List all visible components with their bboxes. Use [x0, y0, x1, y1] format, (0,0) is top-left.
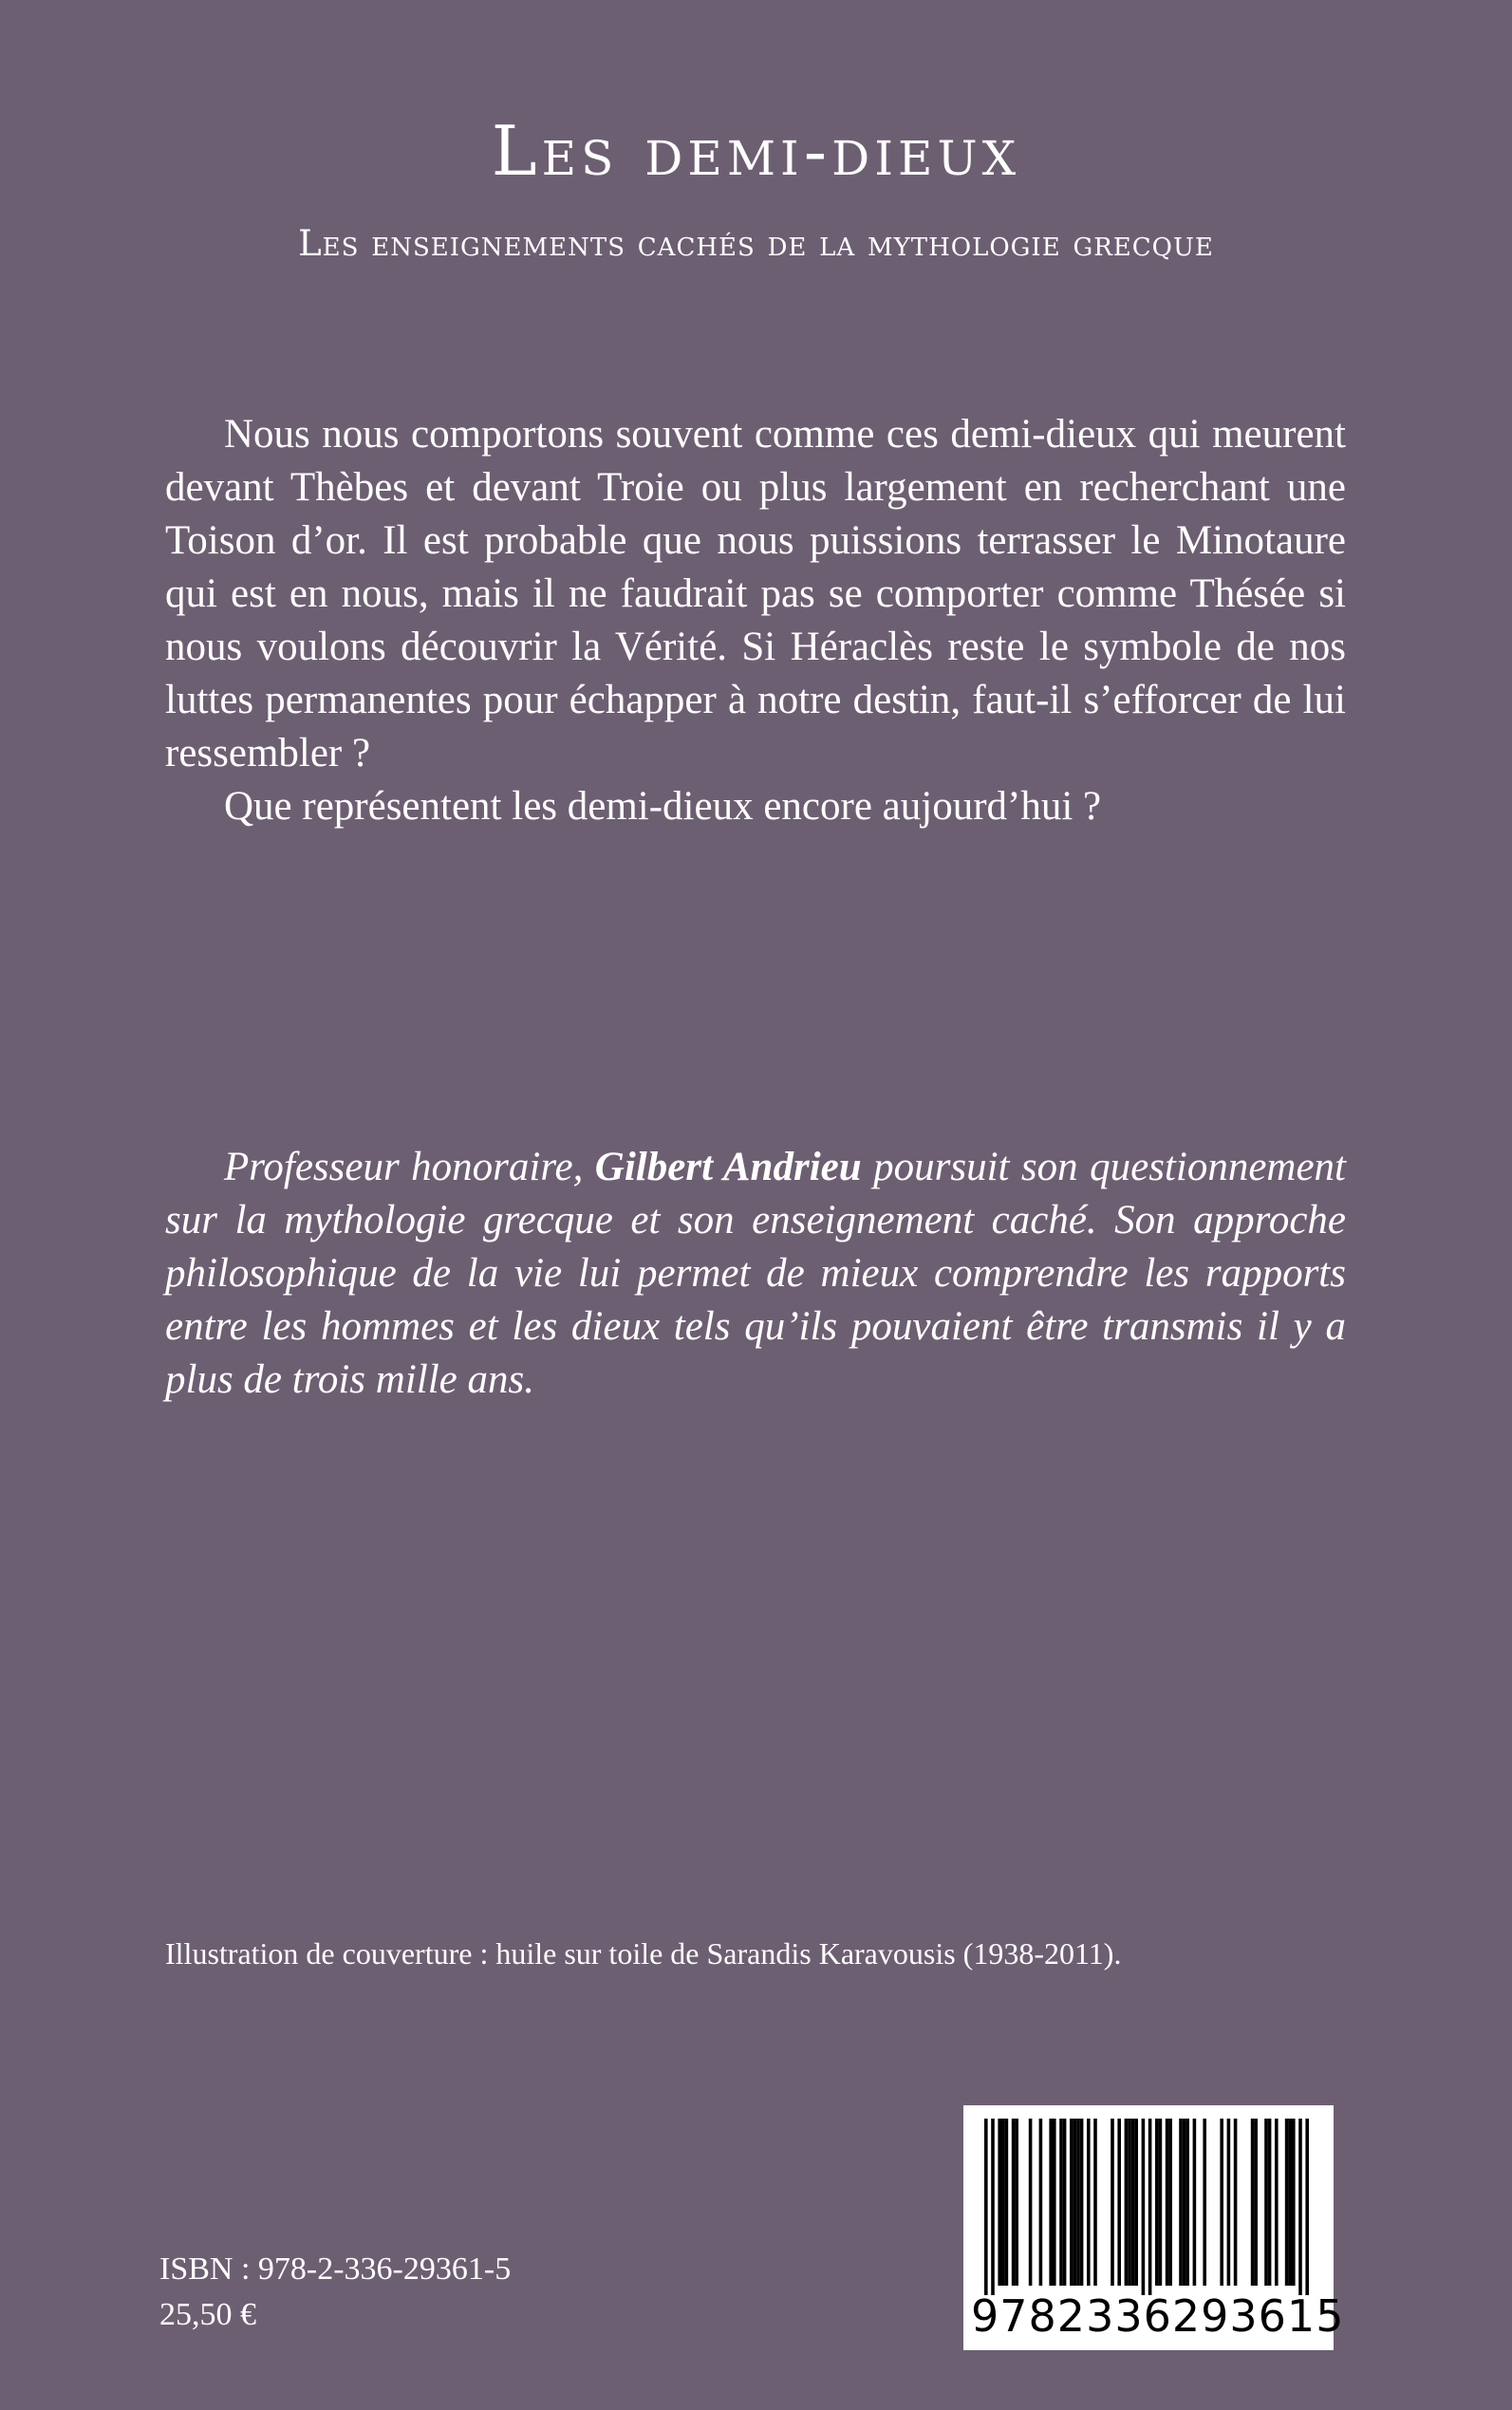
author-bio	[165, 1141, 1346, 1407]
barcode-bars	[963, 2105, 1334, 2295]
barcode-bar	[1193, 2119, 1197, 2286]
barcode-bar	[1125, 2119, 1129, 2286]
cover-illustration-credit: Illustration de couverture : huile sur toile de Sarandis Karavousis (1938-2011).	[165, 1936, 1122, 1971]
barcode-bar	[1059, 2119, 1063, 2286]
barcode-bar	[991, 2119, 995, 2295]
barcode-bar	[1159, 2119, 1163, 2286]
barcode-number: 9782336293615	[971, 2290, 1345, 2342]
author-bio-prefix: Professeur honoraire,	[224, 1145, 595, 1189]
blurb-paragraph-1: Nous nous comportons souvent comme ces demi-dieux qui meurent devant Thèbes et devant Troie ou plus largement en recherchant une Toison d’or. Il est probable que nous puissions terrasser le Minotaure qui est en nous, mais il ne faudrait pas se comporter comme Thésée si nous voulons découvrir la Vérité. Si Héraclès reste le symbole de nos luttes permanentes pour échapper à notre destin, faut-il s’efforcer de lui ressembler ?	[165, 412, 1346, 775]
barcode-bar	[1305, 2119, 1309, 2295]
barcode-bar	[1298, 2119, 1302, 2295]
barcode	[963, 2105, 1345, 2350]
barcode-bar	[1234, 2119, 1238, 2286]
barcode-bar	[1111, 2119, 1114, 2286]
back-cover-blurb	[165, 408, 1346, 833]
author-bio-text: poursuit son questionnement sur la mythologie grecque et son enseignement caché. Son approche philosophique de la vie lui permet de mieux comprendre les rapports entre les hommes et les dieux tels qu’ils pouvaient être transmis il y a plus de trois mille ans.	[165, 1145, 1346, 1402]
barcode-bar	[1029, 2119, 1033, 2286]
barcode-bar	[1251, 2119, 1255, 2286]
barcode-bar	[1288, 2119, 1292, 2286]
barcode-bar	[1275, 2119, 1279, 2286]
barcode-bar	[1142, 2119, 1146, 2295]
barcode-bar	[1039, 2119, 1043, 2286]
barcode-bar	[1131, 2119, 1135, 2286]
barcode-bar	[1087, 2119, 1091, 2286]
barcode-bar	[1012, 2119, 1016, 2286]
barcode-bar	[1073, 2119, 1077, 2286]
book-subtitle: Les enseignements cachés de la mythologie grecque	[298, 223, 1214, 264]
barcode-bar	[998, 2119, 1001, 2286]
barcode-bar	[1015, 2119, 1018, 2286]
barcode-bar	[1063, 2119, 1067, 2286]
barcode-bar	[1005, 2119, 1009, 2286]
barcode-bar	[984, 2119, 988, 2295]
barcode-bar	[1076, 2119, 1080, 2286]
barcode-bar	[1134, 2119, 1138, 2286]
price-label: 25,50 €	[159, 2297, 256, 2332]
barcode-bar	[1049, 2119, 1053, 2286]
author-name: Gilbert Andrieu	[594, 1145, 862, 1189]
barcode-bar	[1001, 2119, 1005, 2286]
barcode-bar	[1168, 2119, 1172, 2286]
blurb-paragraph-2: Que représentent les demi-dieux encore aujourd’hui ?	[224, 784, 1102, 829]
barcode-bar	[1179, 2119, 1183, 2286]
barcode-bar	[1203, 2119, 1206, 2286]
barcode-bar	[1220, 2119, 1223, 2286]
barcode-bar	[1268, 2119, 1272, 2286]
barcode-bar	[1166, 2119, 1169, 2286]
barcode-bar	[1070, 2119, 1073, 2286]
barcode-bar	[1292, 2119, 1296, 2286]
barcode-bar	[1185, 2119, 1189, 2286]
barcode-bar	[1053, 2119, 1056, 2286]
barcode-bar	[1155, 2119, 1159, 2286]
barcode-bar	[1254, 2119, 1258, 2286]
book-title: Les demi-dieux	[491, 111, 1021, 191]
barcode-bar	[1093, 2119, 1097, 2286]
barcode-bar	[1128, 2119, 1131, 2286]
barcode-bar	[1080, 2119, 1084, 2286]
isbn-label: ISBN : 978-2-336-29361-5	[159, 2251, 512, 2287]
barcode-bar	[1183, 2119, 1186, 2286]
barcode-bar	[1285, 2119, 1289, 2286]
barcode-bar	[1148, 2119, 1152, 2295]
barcode-bar	[1117, 2119, 1121, 2286]
barcode-bar	[1264, 2119, 1268, 2286]
barcode-bar	[1227, 2119, 1231, 2286]
